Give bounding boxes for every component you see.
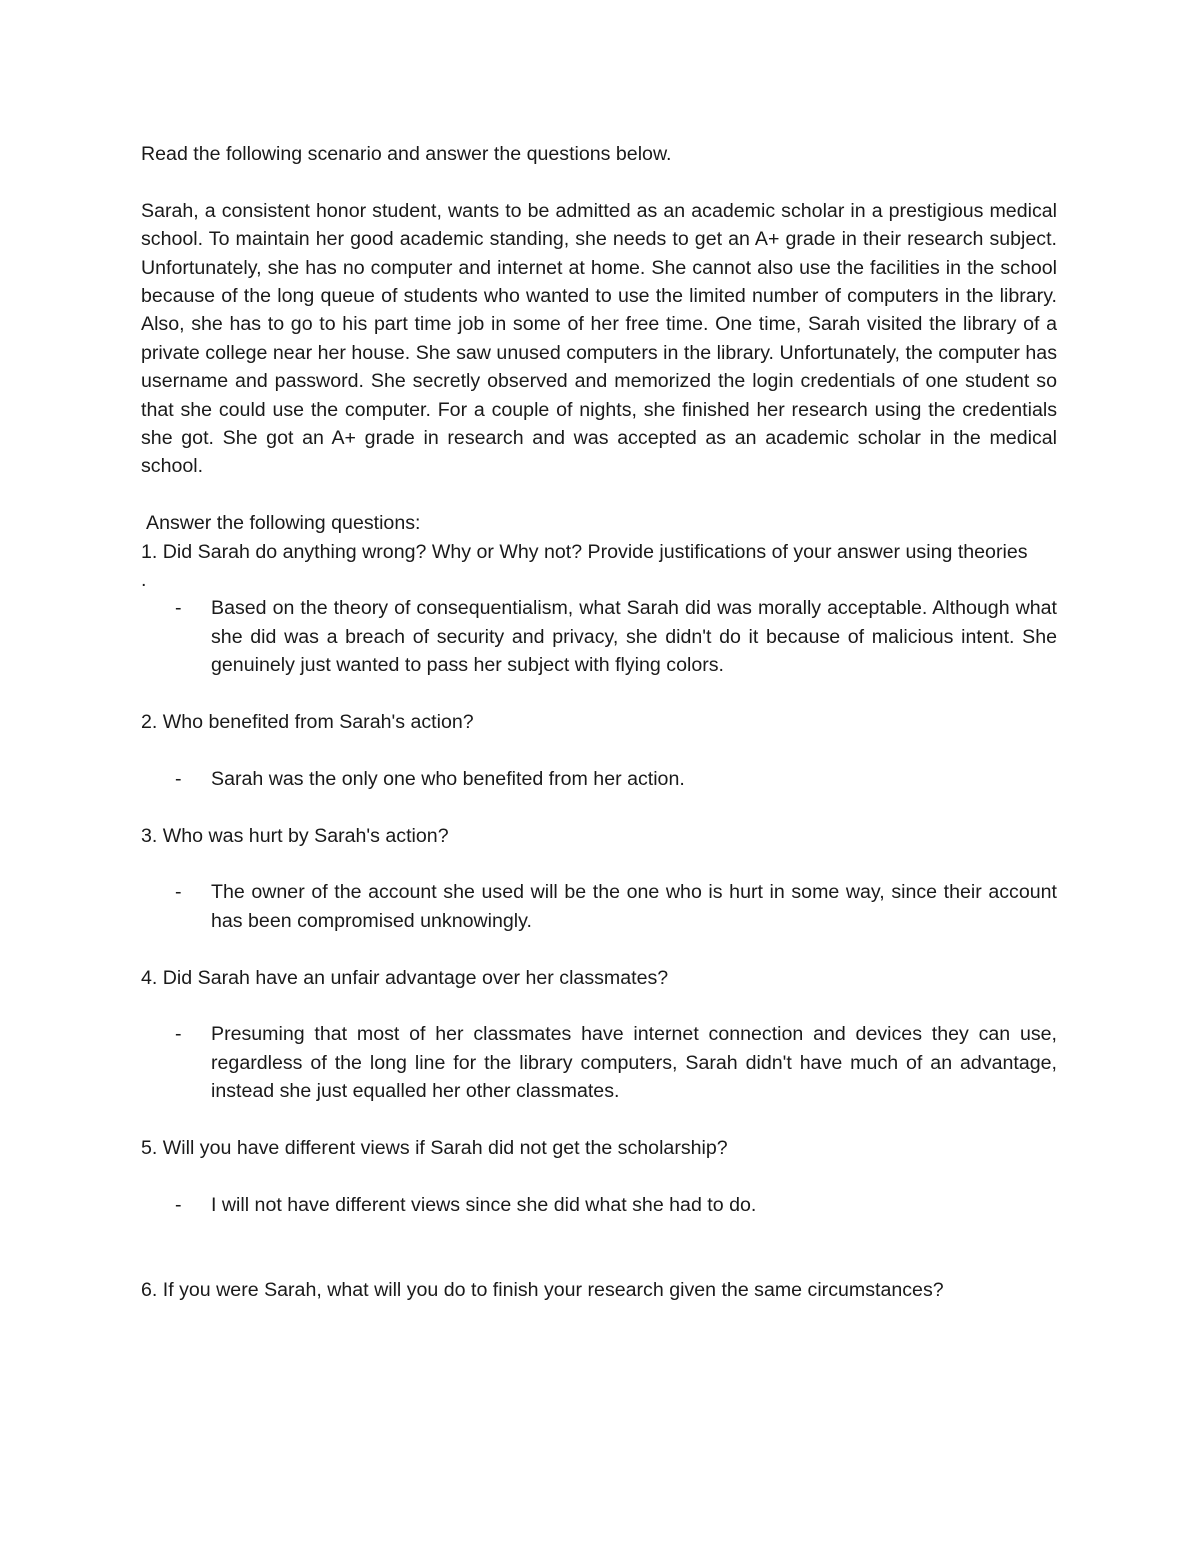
bullet-dash: -	[175, 881, 182, 904]
question-2: 2. Who benefited from Sarah's action?	[141, 711, 474, 734]
answer-4	[141, 1020, 1057, 1105]
bullet-dash: -	[175, 1193, 182, 1216]
answer-1	[141, 594, 1057, 679]
stray-period: .	[141, 569, 147, 592]
bullet-dash: -	[175, 767, 182, 790]
question-3: 3. Who was hurt by Sarah's action?	[141, 824, 449, 847]
answer-3	[141, 878, 1057, 935]
document-body	[141, 140, 1057, 1304]
question-6: 6. If you were Sarah, what will you do to finish your research given the same circumstances?	[141, 1279, 944, 1302]
answer-4-text: Presuming that most of her classmates have internet connection and devices they can use, regardless of the long line for the library computers, Sarah didn't have much of an advantage, instead she just equalled her other classmates.	[211, 1023, 1057, 1103]
answer-1-text: Based on the theory of consequentialism, what Sarah did was morally acceptable. Although what she did was a breach of security and privacy, she didn't do it because of malicious intent. She genuinely just wanted to pass her subject with flying colors.	[211, 597, 1057, 677]
answer-5-text: I will not have different views since she did what she had to do.	[211, 1193, 757, 1216]
answer-2-text: Sarah was the only one who benefited from her action.	[211, 767, 685, 790]
answer-2	[141, 765, 1057, 793]
answer-5	[141, 1191, 1057, 1219]
question-4: 4. Did Sarah have an unfair advantage over her classmates?	[141, 966, 669, 989]
question-1: 1. Did Sarah do anything wrong? Why or Why not? Provide justifications of your answer using theories	[141, 540, 1028, 563]
answer-heading: Answer the following questions:	[146, 512, 421, 535]
bullet-dash: -	[175, 1023, 182, 1046]
bullet-dash: -	[175, 597, 182, 620]
scenario-paragraph: Sarah, a consistent honor student, wants to be admitted as an academic scholar in a prestigious medical school. To maintain her good academic standing, she needs to get an A+ grade in their research subject. Unfortunately, she has no computer and internet at home. She cannot also use the facilities in the school because of the long queue of students who wanted to use the limited number of computers in the library. Also, she has to go to his part time job in some of her free time. One time, Sarah visited the library of a private college near her house. She saw unused computers in the library. Unfortunately, the computer has username and password. She secretly observed and memorized the login credentials of one student so that she could use the computer. For a couple of nights, she finished her research using the credentials she got. She got an A+ grade in research and was accepted as an academic scholar in the medical school.	[141, 199, 1057, 478]
question-5: 5. Will you have different views if Sarah did not get the scholarship?	[141, 1137, 728, 1160]
answer-3-text: The owner of the account she used will be the one who is hurt in some way, since their account has been compromised unknowingly.	[211, 881, 1057, 932]
intro-text: Read the following scenario and answer the questions below.	[141, 143, 672, 165]
